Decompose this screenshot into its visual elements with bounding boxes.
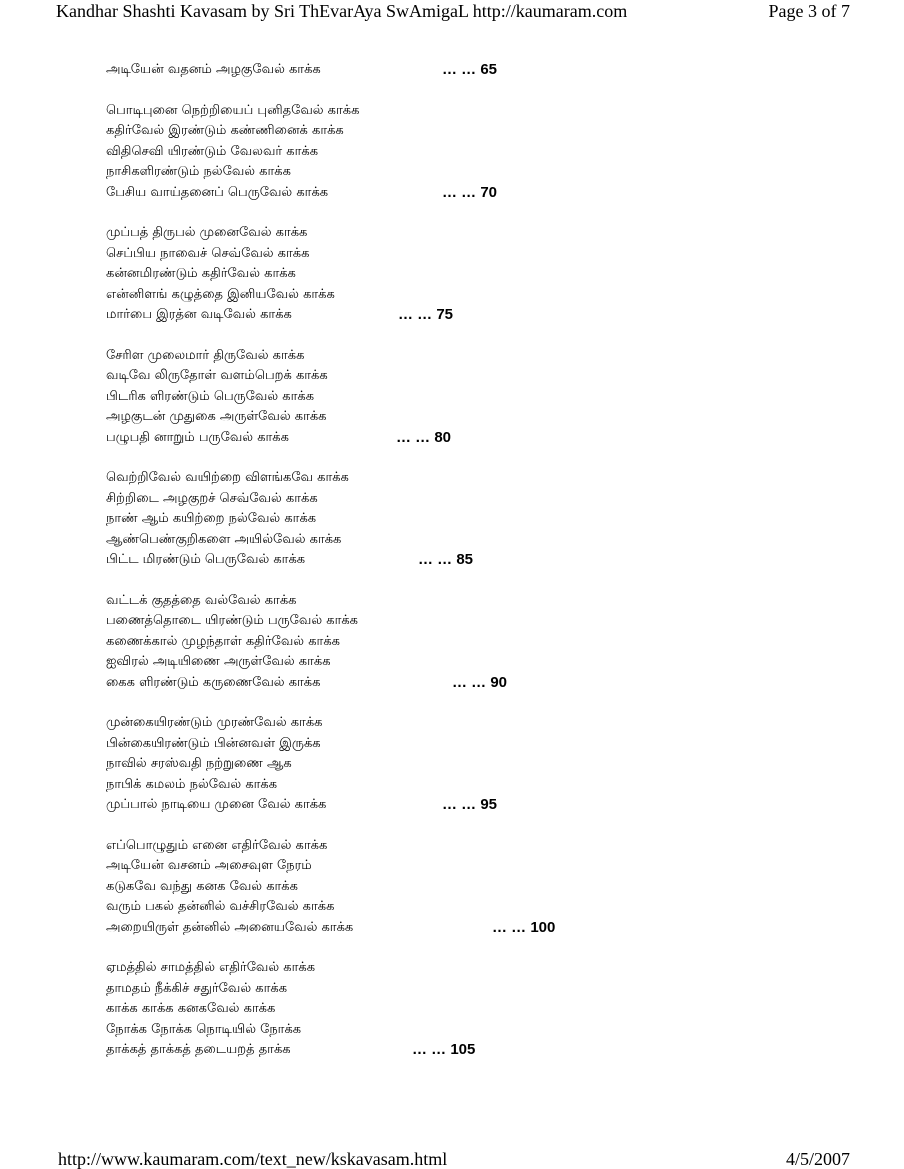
verse-line bbox=[106, 734, 866, 755]
verse-text: பேசிய வாய்தனைப் பெருவேல் காக்க bbox=[106, 184, 329, 200]
verse-line bbox=[106, 101, 866, 122]
verse-line bbox=[106, 264, 866, 285]
verse-text: பணைத்தொடை யிரண்டும் பருவேல் காக்க bbox=[106, 613, 358, 628]
verse-text: தாமதம் நீக்கிச் சதுர்வேல் காக்க bbox=[106, 980, 288, 996]
verse-text: அடியேன் வசனம் அசைவுள நேரம் bbox=[106, 858, 312, 873]
verse-text: நாபிக் கமலம் நல்வேல் காக்க bbox=[106, 776, 278, 792]
stanza bbox=[106, 60, 866, 81]
verse-line bbox=[106, 999, 866, 1020]
verse-line bbox=[106, 897, 866, 918]
verse-text: தாக்கத் தாக்கத் தடையறத் தாக்க bbox=[106, 1042, 291, 1057]
verse-line bbox=[106, 60, 866, 81]
verse-text: பிடரிக ளிரண்டும் பெருவேல் காக்க bbox=[106, 388, 315, 404]
verse-text: கன்னமிரண்டும் கதிர்வேல் காக்க bbox=[106, 266, 296, 281]
verse-text: அழகுடன் முதுகை அருள்வேல் காக்க bbox=[106, 409, 327, 424]
verse-line bbox=[106, 305, 866, 326]
verse-text: பொடிபுனை நெற்றியைப் புனிதவேல் காக்க bbox=[106, 102, 360, 118]
verse-text: ஐவிரல் அடியிணை அருள்வேல் காக்க bbox=[106, 654, 331, 669]
verse-text: வட்டக் குதத்தை வல்வேல் காக்க bbox=[106, 592, 297, 608]
verse-line bbox=[106, 366, 866, 387]
verse-line bbox=[106, 183, 866, 204]
verse-text: நாசிகளிரண்டும் நல்வேல் காக்க bbox=[106, 164, 291, 179]
verse-line bbox=[106, 387, 866, 408]
verse-line bbox=[106, 958, 866, 979]
stanza bbox=[106, 468, 866, 571]
verse-number: … … 100 bbox=[492, 918, 556, 936]
verse-line bbox=[106, 142, 866, 163]
verse-line bbox=[106, 652, 866, 673]
verse-line bbox=[106, 509, 866, 530]
verse-line bbox=[106, 162, 866, 183]
verse-text: நாவில் சரஸ்வதி நற்றுணை ஆக bbox=[106, 756, 292, 771]
verse-number: … … 105 bbox=[412, 1041, 476, 1058]
verse-text: முன்கையிரண்டும் முரண்வேல் காக்க bbox=[106, 715, 323, 730]
verse-number: … … 80 bbox=[396, 428, 452, 446]
verse-number: … … 75 bbox=[398, 306, 454, 323]
verse-number: … … 90 bbox=[452, 673, 508, 691]
stanza bbox=[106, 223, 866, 326]
verse-line bbox=[106, 244, 866, 265]
verse-text: பின்கையிரண்டும் பின்னவள் இருக்க bbox=[106, 735, 321, 751]
verse-line bbox=[106, 673, 866, 694]
verse-text: பழுபதி னாறும் பருவேல் காக்க bbox=[106, 429, 289, 445]
verse-number: … … 70 bbox=[442, 183, 498, 201]
stanza bbox=[106, 346, 866, 449]
verse-text: ஆண்பெண்குறிகளை அயில்வேல் காக்க bbox=[106, 531, 342, 547]
verse-text: கடுகவே வந்து கனக வேல் காக்க bbox=[106, 878, 298, 894]
verse-text: கதிர்வேல் இரண்டும் கண்ணினைக் காக்க bbox=[106, 123, 344, 138]
verse-line bbox=[106, 754, 866, 775]
verse-text: மார்பை இரத்ன வடிவேல் காக்க bbox=[106, 307, 292, 322]
verse-line bbox=[106, 1020, 866, 1041]
stanza bbox=[106, 836, 866, 939]
verse-line bbox=[106, 121, 866, 142]
verse-line bbox=[106, 591, 866, 612]
verse-text: நாண் ஆம் கயிற்றை நல்வேல் காக்க bbox=[106, 511, 317, 526]
verse-text: வரும் பகல் தன்னில் வச்சிரவேல் காக்க bbox=[106, 899, 335, 914]
verse-text: வடிவே லிருதோள் வளம்பெறக் காக்க bbox=[106, 368, 328, 383]
verse-line bbox=[106, 530, 866, 551]
verse-text: அறையிருள் தன்னில் அனையவேல் காக்க bbox=[106, 919, 354, 935]
verse-text: சேரிள முலைமார் திருவேல் காக்க bbox=[106, 347, 305, 363]
verse-line bbox=[106, 346, 866, 367]
verse-number: … … 95 bbox=[442, 796, 498, 813]
verse-body bbox=[106, 60, 866, 1081]
verse-line bbox=[106, 877, 866, 898]
verse-text: எப்பொழுதும் எனை எதிர்வேல் காக்க bbox=[106, 837, 328, 853]
verse-number: … … 85 bbox=[418, 551, 474, 568]
verse-line bbox=[106, 713, 866, 734]
verse-line bbox=[106, 550, 866, 571]
verse-number: … … 65 bbox=[442, 61, 498, 78]
verse-line bbox=[106, 836, 866, 857]
verse-line bbox=[106, 223, 866, 244]
verse-text: முப்பத் திருபல் முனைவேல் காக்க bbox=[106, 225, 308, 240]
verse-line bbox=[106, 856, 866, 877]
verse-text: முப்பால் நாடியை முனை வேல் காக்க bbox=[106, 797, 327, 812]
verse-text: ஏமத்தில் சாமத்தில் எதிர்வேல் காக்க bbox=[106, 960, 316, 975]
verse-line bbox=[106, 428, 866, 449]
verse-line bbox=[106, 489, 866, 510]
verse-text: நோக்க நோக்க நொடியில் நோக்க bbox=[106, 1021, 302, 1037]
stanza bbox=[106, 101, 866, 204]
page-header-title: Kandhar Shashti Kavasam by Sri ThEvarAya SwAmigaL http://kaumaram.com bbox=[56, 1, 628, 21]
verse-line bbox=[106, 468, 866, 489]
verse-line bbox=[106, 795, 866, 816]
verse-line bbox=[106, 285, 866, 306]
verse-line bbox=[106, 407, 866, 428]
verse-line bbox=[106, 918, 866, 939]
verse-text: கைக ளிரண்டும் கருணைவேல் காக்க bbox=[106, 674, 321, 690]
verse-line bbox=[106, 1040, 866, 1061]
verse-text: காக்க காக்க கனகவேல் காக்க bbox=[106, 1001, 276, 1016]
verse-text: சிற்றிடை அழகுறச் செவ்வேல் காக்க bbox=[106, 490, 318, 506]
verse-text: செப்பிய நாவைச் செவ்வேல் காக்க bbox=[106, 245, 310, 261]
page-footer-url: http://www.kaumaram.com/text_new/kskavasam.html bbox=[58, 1149, 448, 1169]
verse-text: கணைக்கால் முழந்தாள் கதிர்வேல் காக்க bbox=[106, 633, 340, 649]
page-footer-date: 4/5/2007 bbox=[785, 1149, 850, 1169]
stanza bbox=[106, 591, 866, 694]
verse-text: என்னிளங் கழுத்தை இனியவேல் காக்க bbox=[106, 286, 335, 302]
verse-line bbox=[106, 979, 866, 1000]
verse-text: விதிசெவி யிரண்டும் வேலவர் காக்க bbox=[106, 143, 319, 159]
verse-line bbox=[106, 775, 866, 796]
page-number: Page 3 of 7 bbox=[768, 1, 850, 21]
verse-text: வெற்றிவேல் வயிற்றை விளங்கவே காக்க bbox=[106, 470, 349, 485]
stanza bbox=[106, 713, 866, 816]
verse-line bbox=[106, 632, 866, 653]
stanza bbox=[106, 958, 866, 1061]
verse-line bbox=[106, 611, 866, 632]
verse-text: அடியேன் வதனம் அழகுவேல் காக்க bbox=[106, 62, 321, 77]
verse-text: பிட்ட மிரண்டும் பெருவேல் காக்க bbox=[106, 552, 306, 567]
